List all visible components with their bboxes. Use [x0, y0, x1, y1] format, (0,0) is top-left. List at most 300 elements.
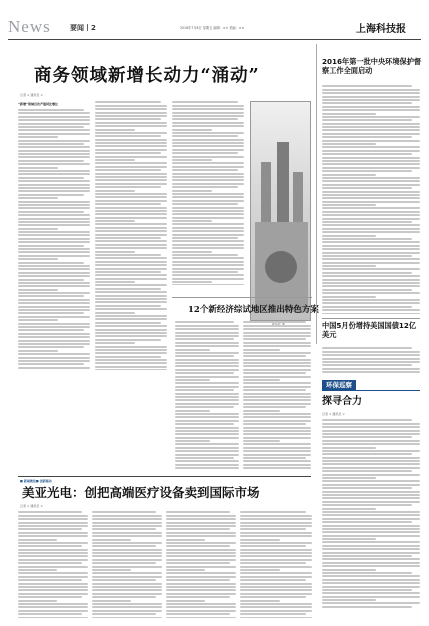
text-line	[95, 291, 167, 293]
text-line	[243, 464, 311, 466]
text-line	[322, 528, 420, 530]
text-line	[322, 302, 420, 304]
text-line	[92, 617, 162, 619]
text-line	[166, 586, 236, 588]
text-line	[175, 443, 239, 445]
text-line	[322, 313, 420, 314]
text-line	[172, 220, 212, 222]
text-line	[95, 362, 167, 364]
text-line	[18, 316, 90, 318]
text-line	[18, 173, 90, 175]
text-line	[322, 150, 420, 152]
text-line	[240, 518, 312, 520]
sidebar-rule-1	[322, 318, 420, 319]
text-line	[175, 403, 239, 405]
text-line	[172, 223, 244, 225]
text-line	[18, 170, 90, 172]
text-line	[95, 162, 167, 164]
text-line	[95, 329, 167, 331]
text-line	[166, 617, 236, 619]
text-line	[18, 136, 58, 138]
text-line	[322, 514, 420, 516]
text-line	[95, 268, 167, 270]
text-line	[95, 149, 167, 151]
text-line	[92, 552, 162, 554]
text-line	[95, 152, 161, 154]
text-line	[18, 606, 88, 608]
text-line	[322, 497, 420, 499]
text-line	[175, 399, 239, 401]
text-line	[166, 583, 236, 585]
text-line	[322, 582, 420, 584]
text-line	[18, 302, 90, 304]
text-line	[92, 576, 162, 578]
text-line	[240, 572, 312, 574]
text-line	[95, 230, 167, 232]
text-line	[172, 156, 244, 158]
sidebar-story3-text	[322, 418, 420, 608]
text-line	[243, 396, 311, 398]
text-line	[18, 542, 88, 544]
text-line	[92, 535, 162, 537]
text-line	[18, 319, 58, 321]
text-line	[18, 245, 84, 247]
text-line	[18, 539, 57, 541]
text-line	[322, 463, 420, 465]
text-line	[172, 207, 244, 209]
text-line	[166, 518, 236, 520]
text-line	[18, 160, 84, 162]
text-line	[322, 296, 376, 298]
text-line	[166, 566, 236, 568]
text-line	[95, 156, 167, 158]
text-line	[95, 305, 161, 307]
text-line	[243, 457, 306, 459]
text-line	[95, 183, 167, 185]
text-line	[240, 606, 312, 608]
text-line	[322, 204, 376, 206]
text-line	[322, 85, 412, 87]
text-line	[172, 261, 244, 263]
text-line	[18, 187, 90, 189]
text-line	[322, 235, 376, 237]
text-line	[240, 549, 312, 551]
text-line	[95, 295, 167, 297]
text-line	[322, 480, 420, 482]
text-line	[322, 221, 412, 223]
text-line	[18, 586, 88, 588]
text-line	[18, 603, 88, 605]
text-line	[240, 569, 280, 571]
text-line	[18, 360, 90, 362]
text-line	[175, 393, 239, 395]
text-line	[322, 521, 412, 523]
text-line	[92, 613, 156, 615]
text-line	[18, 194, 84, 196]
text-line	[322, 258, 420, 260]
text-line	[92, 579, 156, 581]
text-line	[243, 447, 311, 449]
text-line	[172, 210, 244, 212]
lead-photo	[250, 101, 311, 321]
text-line	[92, 515, 162, 517]
middle-text-col-1	[175, 320, 239, 470]
text-line	[18, 156, 90, 158]
text-line	[92, 542, 162, 544]
text-line	[172, 237, 238, 239]
text-line	[95, 369, 167, 370]
text-line	[18, 333, 90, 335]
lead-text-col-1	[18, 100, 90, 370]
text-line	[243, 416, 311, 418]
text-line	[243, 342, 311, 344]
text-line	[322, 477, 376, 479]
text-line	[243, 328, 311, 330]
text-line	[18, 180, 90, 182]
text-line	[240, 579, 306, 581]
text-line	[95, 237, 161, 239]
text-line	[92, 566, 162, 568]
text-line	[322, 129, 420, 131]
text-line	[95, 220, 135, 222]
text-line	[18, 309, 90, 311]
text-line	[322, 143, 376, 145]
text-line	[175, 413, 239, 415]
text-line	[322, 364, 412, 366]
text-line	[322, 289, 412, 291]
text-line	[92, 600, 131, 602]
text-line	[18, 326, 90, 328]
text-line	[240, 603, 312, 605]
text-line	[243, 393, 311, 395]
text-line	[95, 254, 161, 256]
text-line	[18, 285, 90, 287]
text-line	[95, 179, 167, 181]
text-line	[243, 386, 311, 388]
text-line	[322, 238, 412, 240]
text-line	[172, 159, 212, 161]
text-line	[322, 419, 412, 421]
text-line	[92, 549, 162, 551]
bottom-text-col-4	[240, 510, 312, 618]
text-line	[240, 535, 312, 537]
text-line	[322, 599, 376, 601]
text-line	[175, 430, 239, 432]
text-line	[166, 545, 230, 547]
text-line	[18, 221, 90, 223]
text-line	[322, 214, 420, 216]
text-line	[240, 562, 306, 564]
lead-byline: 记者 × 通讯员 ×	[20, 93, 43, 97]
text-line	[18, 532, 88, 534]
text-line	[18, 600, 57, 602]
text-line	[18, 353, 90, 355]
text-line	[18, 593, 88, 595]
text-line	[18, 218, 90, 220]
text-line	[175, 440, 210, 442]
text-line	[243, 365, 311, 367]
text-line	[322, 535, 420, 537]
text-line	[172, 251, 212, 253]
text-line	[243, 376, 311, 378]
text-line	[92, 603, 162, 605]
middle-text-col-2	[243, 320, 311, 470]
text-line	[95, 135, 161, 137]
text-line	[243, 362, 311, 364]
text-line	[18, 525, 88, 527]
text-line	[322, 106, 420, 108]
text-line	[175, 454, 239, 456]
text-line	[243, 352, 311, 354]
lead-headline: 商务领域新增长动力“涌动”	[34, 66, 260, 86]
text-line	[18, 552, 88, 554]
text-line	[18, 143, 84, 145]
text-line	[18, 522, 88, 524]
text-line	[322, 487, 412, 489]
text-line	[240, 617, 312, 619]
text-line	[172, 193, 244, 195]
text-line	[322, 265, 376, 267]
text-line	[175, 376, 239, 378]
bottom-text-col-1	[18, 510, 88, 618]
text-line	[95, 200, 167, 202]
text-line	[92, 559, 162, 561]
text-line	[175, 352, 239, 354]
text-line	[322, 89, 420, 91]
text-line	[92, 545, 156, 547]
text-line	[322, 99, 420, 101]
text-line	[240, 596, 306, 598]
text-line	[322, 113, 376, 115]
text-line	[172, 179, 244, 181]
text-line	[92, 532, 162, 534]
text-line	[92, 518, 162, 520]
text-line	[18, 363, 84, 365]
text-line	[18, 146, 90, 148]
text-line	[322, 555, 412, 557]
text-line	[322, 133, 420, 135]
text-line	[18, 572, 88, 574]
text-line	[322, 123, 420, 125]
text-line	[95, 223, 167, 225]
text-line	[243, 410, 280, 412]
text-line	[322, 371, 420, 373]
text-line	[18, 272, 90, 274]
text-line	[95, 251, 135, 253]
text-line	[92, 586, 162, 588]
text-line	[175, 386, 239, 388]
text-line	[166, 552, 236, 554]
text-line	[95, 332, 167, 334]
text-line	[322, 433, 420, 435]
text-line	[322, 279, 420, 281]
text-line	[322, 102, 412, 104]
text-line	[95, 315, 167, 317]
text-line	[18, 295, 84, 297]
text-line	[175, 321, 234, 323]
text-line	[322, 201, 420, 203]
text-line	[172, 234, 244, 236]
text-line	[18, 211, 84, 213]
text-line	[175, 379, 210, 381]
text-line	[322, 245, 420, 247]
text-line	[95, 125, 167, 127]
text-line	[322, 354, 420, 356]
text-line	[18, 248, 90, 250]
text-line	[166, 559, 236, 561]
text-line	[175, 382, 239, 384]
text-line	[322, 579, 420, 581]
text-line	[322, 545, 420, 547]
text-line	[172, 169, 238, 171]
text-line	[172, 213, 244, 215]
text-line	[322, 602, 420, 604]
text-line	[166, 528, 230, 530]
text-line	[172, 115, 244, 117]
text-line	[18, 109, 84, 111]
text-line	[95, 271, 161, 273]
text-line	[243, 379, 280, 381]
text-line	[92, 528, 156, 530]
text-line	[95, 115, 167, 117]
text-line	[322, 191, 420, 193]
text-line	[322, 177, 420, 179]
sidebar-story2-text	[322, 346, 420, 374]
section-name: 要闻丨2	[70, 24, 96, 32]
text-line	[175, 345, 239, 347]
text-line	[322, 457, 420, 459]
text-line	[95, 274, 167, 276]
text-line	[166, 610, 236, 612]
text-line	[18, 617, 88, 619]
text-line	[243, 454, 311, 456]
text-line	[322, 440, 420, 442]
text-line	[322, 157, 420, 159]
text-line	[172, 135, 238, 137]
text-line	[172, 129, 212, 131]
text-line	[172, 166, 244, 168]
text-line	[240, 532, 312, 534]
text-line	[240, 583, 312, 585]
text-line	[322, 491, 420, 493]
text-line	[175, 328, 239, 330]
text-line	[95, 244, 167, 246]
newspaper-brand: 上海科技报	[356, 24, 406, 35]
text-line	[175, 335, 239, 337]
text-line	[95, 105, 167, 107]
text-line	[18, 201, 90, 203]
text-line	[175, 437, 239, 439]
text-line	[243, 349, 280, 351]
text-line	[18, 234, 90, 236]
text-line	[172, 271, 238, 273]
text-line	[18, 150, 90, 152]
text-line	[92, 562, 156, 564]
text-line	[322, 170, 412, 172]
text-line	[322, 525, 420, 527]
text-line	[322, 470, 412, 472]
text-line	[322, 467, 420, 469]
text-line	[18, 555, 88, 557]
text-line	[166, 562, 230, 564]
text-line	[322, 255, 412, 257]
text-line	[92, 572, 162, 574]
text-line	[322, 116, 420, 118]
text-line	[172, 183, 244, 185]
text-line	[95, 342, 135, 344]
text-line	[240, 610, 312, 612]
text-line	[240, 528, 306, 530]
text-line	[322, 575, 420, 577]
text-line	[95, 210, 167, 212]
text-line	[166, 572, 236, 574]
text-line	[92, 589, 162, 591]
text-line	[172, 132, 244, 134]
text-line	[172, 203, 238, 205]
text-line	[322, 453, 412, 455]
text-line	[95, 298, 167, 300]
text-line	[172, 105, 244, 107]
text-line	[322, 484, 420, 486]
text-line	[95, 203, 161, 205]
text-line	[166, 606, 236, 608]
text-line	[95, 346, 167, 348]
text-line	[172, 217, 244, 219]
header-rule	[8, 39, 421, 40]
text-line	[95, 145, 167, 147]
text-line	[95, 227, 167, 229]
bottom-rule	[18, 476, 311, 477]
text-line	[322, 252, 420, 254]
text-line	[18, 177, 84, 179]
text-line	[240, 511, 306, 513]
text-line	[18, 528, 82, 530]
text-line	[243, 423, 306, 425]
text-line	[18, 129, 90, 131]
text-line	[18, 153, 90, 155]
text-line	[322, 119, 412, 121]
text-line	[322, 586, 420, 588]
text-line	[322, 474, 420, 476]
text-line	[166, 576, 236, 578]
text-line	[172, 244, 244, 246]
text-line	[322, 268, 420, 270]
text-line	[172, 108, 244, 110]
text-line	[240, 589, 312, 591]
text-line	[175, 467, 239, 469]
text-line	[240, 542, 312, 544]
text-line	[95, 101, 161, 103]
text-line	[95, 166, 167, 168]
text-line	[172, 278, 244, 280]
text-line	[18, 167, 58, 169]
text-line	[172, 268, 244, 270]
text-line	[175, 423, 234, 425]
text-line	[172, 200, 244, 202]
text-line	[92, 555, 162, 557]
text-line	[18, 292, 90, 294]
text-line	[322, 565, 420, 567]
text-line	[322, 436, 412, 438]
text-line	[18, 163, 90, 165]
text-line	[322, 241, 420, 243]
text-line	[322, 187, 412, 189]
text-line	[172, 125, 244, 127]
text-line	[18, 549, 88, 551]
text-line	[18, 190, 90, 192]
text-line	[18, 265, 90, 267]
text-line	[322, 494, 420, 496]
